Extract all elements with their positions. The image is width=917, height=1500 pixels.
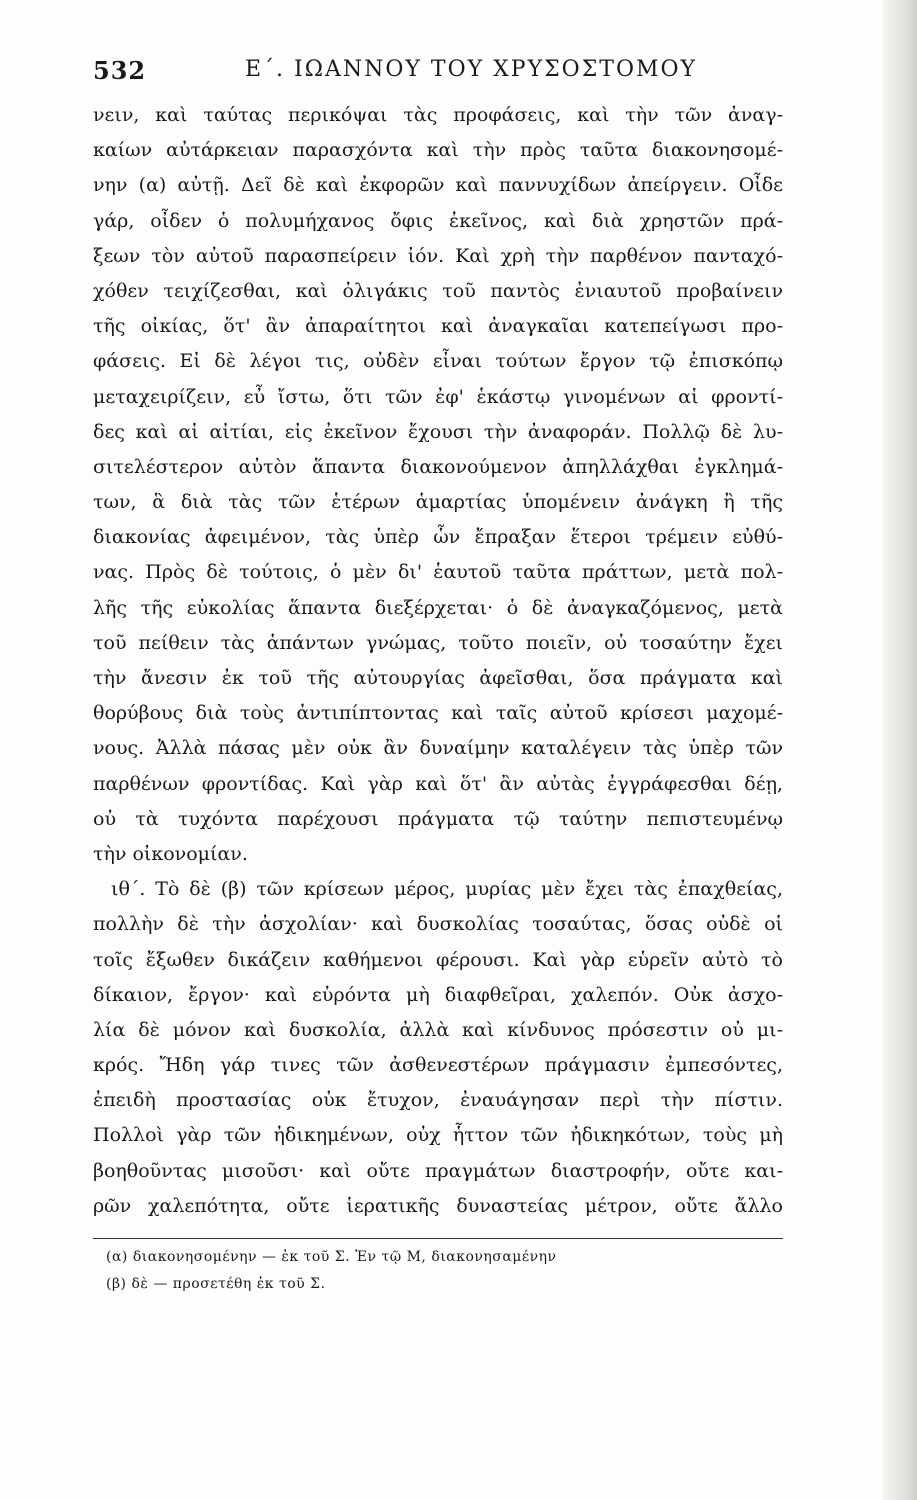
- text-line: πολλὴν δὲ τὴν ἀσχολίαν· καὶ δυσκολίας τοσαύτας, ὅσας οὐδὲ οἱ: [93, 913, 783, 936]
- text-line: ξεων τὸν αὐτοῦ παρασπείρειν ἰόν. Καὶ χρὴ τὴν παρθένον πανταχό-: [93, 244, 783, 267]
- text-line: παρθένων φροντίδας. Καὶ γὰρ καὶ ὅτ' ἂν αὐτὰς ἐγγράφεσθαι δέῃ,: [93, 772, 783, 795]
- text-line: σιτελέστερον αὐτὸν ἅπαντα διακονούμενον ἀπηλλάχθαι ἐγκλημά-: [93, 455, 783, 478]
- text-line: ρῶν χαλεπότητα, οὔτε ἱερατικῆς δυναστείας μέτρον, οὔτε ἄλλο: [93, 1194, 783, 1217]
- text-line: νας. Πρὸς δὲ τούτοις, ὁ μὲν δι' ἑαυτοῦ ταῦτα πράττων, μετὰ πολ-: [93, 561, 783, 584]
- footnote-b: (β) δὲ — προσετέθη ἐκ τοῦ Σ.: [106, 1276, 326, 1292]
- text-line: βοηθοῦντας μισοῦσι· καὶ οὔτε πραγμάτων διαστροφήν, οὔτε και-: [93, 1159, 783, 1182]
- page-number: 532: [93, 56, 147, 85]
- page-header: [93, 56, 781, 92]
- footnote-divider: [93, 1238, 783, 1239]
- footnote-a: (α) διακονησομένην — ἐκ τοῦ Σ. Ἐν τῷ Μ, διακονησαμένην: [106, 1249, 557, 1265]
- section-heading-line: ιθ΄. Τὸ δὲ (β) τῶν κρίσεων μέρος, μυρίας μὲν ἔχει τὰς ἐπαχθείας,: [111, 878, 783, 901]
- text-line: θορύβους διὰ τοὺς ἀντιπίπτοντας καὶ ταῖς αὐτοῦ κρίσεσι μαχομέ-: [93, 702, 783, 725]
- text-line: Πολλοὶ γὰρ τῶν ἠδικημένων, οὐχ ἧττον τῶν ἠδικηκότων, τοὺς μὴ: [93, 1124, 783, 1147]
- running-title: Ε΄. ΙΩΑΝΝΟΥ ΤΟΥ ΧΡΥΣΟΣΤΟΜΟΥ: [245, 57, 698, 82]
- text-line: ἐπειδὴ προστασίας οὐκ ἔτυχον, ἐναυάγησαν περὶ τὴν πίστιν.: [93, 1089, 783, 1112]
- text-line: οὐ τὰ τυχόντα παρέχουσι πράγματα τῷ ταύτην πεπιστευμένῳ: [93, 807, 783, 830]
- text-line: δίκαιον, ἔργον· καὶ εὑρόντα μὴ διαφθεῖραι, χαλεπόν. Οὐκ ἀσχο-: [93, 983, 783, 1006]
- text-line: λία δὲ μόνον καὶ δυσκολία, ἀλλὰ καὶ κίνδυνος πρόσεστιν οὐ μι-: [93, 1018, 783, 1041]
- text-line: νους. Ἀλλὰ πάσας μὲν οὐκ ἂν δυναίμην καταλέγειν τὰς ὑπὲρ τῶν: [93, 737, 783, 760]
- text-line: κρός. Ἤδη γάρ τινες τῶν ἀσθενεστέρων πράγμασιν ἐμπεσόντες,: [93, 1054, 783, 1077]
- main-text-block: [93, 98, 783, 1224]
- text-line: λῆς τῆς εὐκολίας ἅπαντα διεξέρχεται· ὁ δὲ ἀναγκαζόμενος, μετὰ: [93, 596, 783, 619]
- page-gutter-shadow: [883, 0, 917, 1500]
- text-line: τοῖς ἔξωθεν δικάζειν καθήμενοι φέρουσι. Καὶ γὰρ εὑρεῖν αὐτὸ τὸ: [93, 948, 783, 971]
- text-line: των, ἃ διὰ τὰς τῶν ἑτέρων ἁμαρτίας ὑπομένειν ἀνάγκη ἢ τῆς: [93, 491, 783, 514]
- text-line: τὴν ἄνεσιν ἐκ τοῦ τῆς αὐτουργίας ἀφεῖσθαι, ὅσα πράγματα καὶ: [93, 667, 783, 689]
- text-line: διακονίας ἀφειμένον, τὰς ὑπὲρ ὧν ἔπραξαν ἕτεροι τρέμειν εὐθύ-: [93, 526, 783, 549]
- text-line: τοῦ πείθειν τὰς ἁπάντων γνώμας, τοῦτο ποιεῖν, οὐ τοσαύτην ἔχει: [93, 631, 783, 654]
- footnotes: [106, 1244, 786, 1298]
- text-line: καίων αὐτάρκειαν παρασχόντα καὶ τὴν πρὸς ταῦτα διακονησομέ-: [93, 139, 783, 162]
- text-line: τῆς οἰκίας, ὅτ' ἂν ἀπαραίτητοι καὶ ἀναγκαῖαι κατεπείγωσι προ-: [93, 315, 783, 338]
- text-line: νην (α) αὐτῇ. Δεῖ δὲ καὶ ἐκφορῶν καὶ παννυχίδων ἀπείργειν. Οἶδε: [93, 174, 783, 197]
- text-line: μεταχειρίζειν, εὖ ἴστω, ὅτι τῶν ἐφ' ἑκάστῳ γινομένων αἱ φροντί-: [93, 385, 783, 408]
- text-line: γάρ, οἶδεν ὁ πολυμήχανος ὄφις ἐκεῖνος, καὶ διὰ χρηστῶν πρά-: [93, 209, 783, 232]
- text-line-paragraph-end: τὴν οἰκονομίαν.: [93, 842, 248, 865]
- text-line: φάσεις. Εἰ δὲ λέγοι τις, οὐδὲν εἶναι τούτων ἔργον τῷ ἐπισκόπῳ: [93, 350, 783, 373]
- text-line: νειν, καὶ ταύτας περικόψαι τὰς προφάσεις, καὶ τὴν τῶν ἀναγ-: [93, 104, 783, 126]
- text-line: χόθεν τειχίζεσθαι, καὶ ὀλιγάκις τοῦ παντὸς ἐνιαυτοῦ προβαίνειν: [93, 279, 783, 302]
- text-line: δες καὶ αἱ αἰτίαι, εἰς ἐκεῖνον ἔχουσι τὴν ἀναφοράν. Πολλῷ δὲ λυ-: [93, 420, 783, 443]
